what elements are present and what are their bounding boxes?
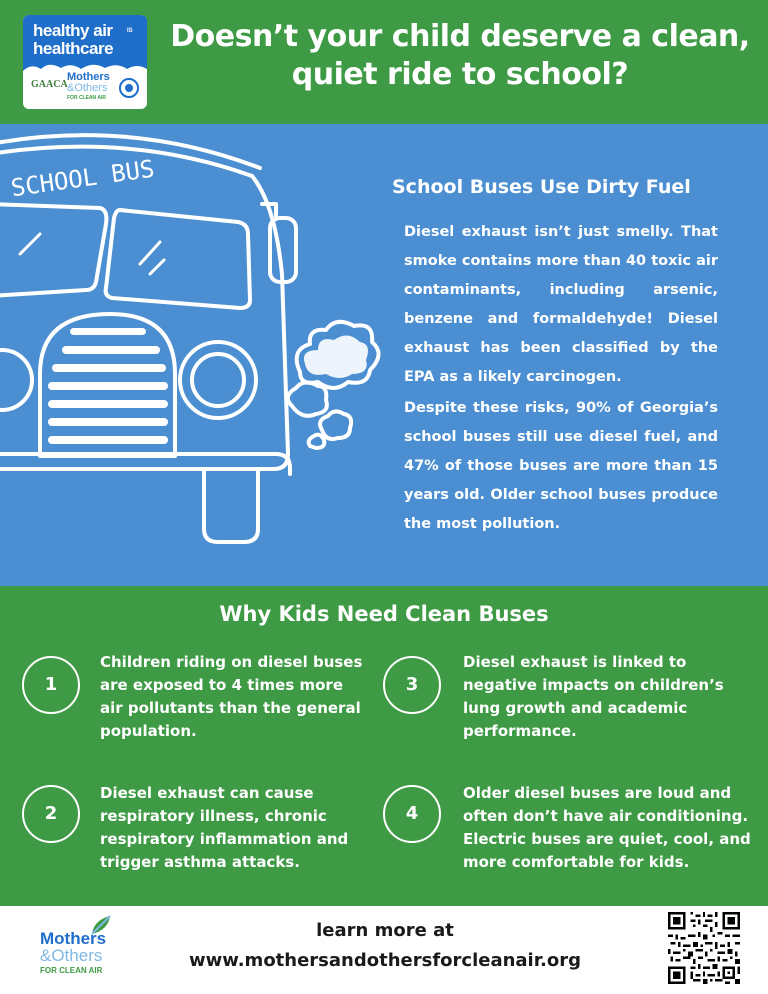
- logo-text-gaaca: GAACA: [31, 79, 68, 90]
- title-line-1: Doesn’t your child deserve a clean,: [170, 19, 750, 54]
- logo-text-others: &Others: [67, 82, 108, 94]
- reason-number-4: 4: [383, 785, 441, 843]
- reason-number-2: 2: [22, 785, 80, 843]
- seal-icon: [119, 78, 139, 98]
- reason-text-3: Diesel exhaust is linked to negative impacts on children’s lung growth and academic performance.: [463, 653, 724, 740]
- footer-logo-others: &Others: [40, 946, 103, 965]
- website-link[interactable]: www.mothersandothersforcleanair.org: [188, 950, 582, 971]
- dirty-fuel-section: [0, 124, 768, 586]
- footer-logo-for-clean-air: FOR CLEAN AIR: [40, 966, 103, 975]
- why-kids-heading: Why Kids Need Clean Buses: [219, 602, 549, 626]
- school-bus-illustration: [0, 124, 400, 586]
- title-line-2: quiet ride to school?: [291, 57, 629, 92]
- why-kids-section: [0, 586, 768, 906]
- learn-more-text: learn more at: [316, 920, 454, 941]
- page-title: [160, 18, 760, 94]
- reason-text-4: Older diesel buses are loud and often don’t have air conditioning. Electric buses are quiet, cool, and more comfortable for kids.: [463, 784, 751, 871]
- footer: [0, 906, 768, 994]
- dirty-fuel-heading: School Buses Use Dirty Fuel: [392, 176, 691, 198]
- reason-text-1: Children riding on diesel buses are exposed to 4 times more air pollutants than the general population.: [100, 653, 363, 740]
- learn-more-block: [170, 916, 600, 976]
- logo-text-healthy-air: healthy air: [33, 21, 113, 40]
- reason-number-3: 3: [383, 656, 441, 714]
- logo-text-for-clean-air: FOR CLEAN AIR: [67, 95, 106, 101]
- reason-number-1: 1: [22, 656, 80, 714]
- diesel-exhaust-paragraph: Diesel exhaust isn’t just smelly. That smoke contains more than 40 toxic air contaminants, including arsenic, benzene and formaldehyde! Diesel exhaust has been classified by the EPA as a likely carcinogen.: [404, 224, 718, 385]
- logo-text-healthcare: healthcare: [33, 39, 114, 58]
- reason-text-2: Diesel exhaust can cause respiratory illness, chronic respiratory inflammation and trigger asthma attacks.: [100, 784, 349, 871]
- logo-text-mothers: Mothers: [67, 71, 110, 83]
- footer-logo-mothers: Mothers: [40, 929, 107, 948]
- header-banner: [0, 0, 768, 124]
- georgia-buses-paragraph: Despite these risks, 90% of Georgia’s school buses still use diesel fuel, and 47% of those buses are more than 15 years old. Older school buses produce the most pollution.: [404, 400, 718, 532]
- logo-text-is: IS: [127, 28, 133, 34]
- qr-code-icon[interactable]: [668, 912, 740, 984]
- healthy-air-healthcare-logo: [23, 15, 147, 109]
- bus-sign-text: SCHOOL BUS: [9, 154, 157, 203]
